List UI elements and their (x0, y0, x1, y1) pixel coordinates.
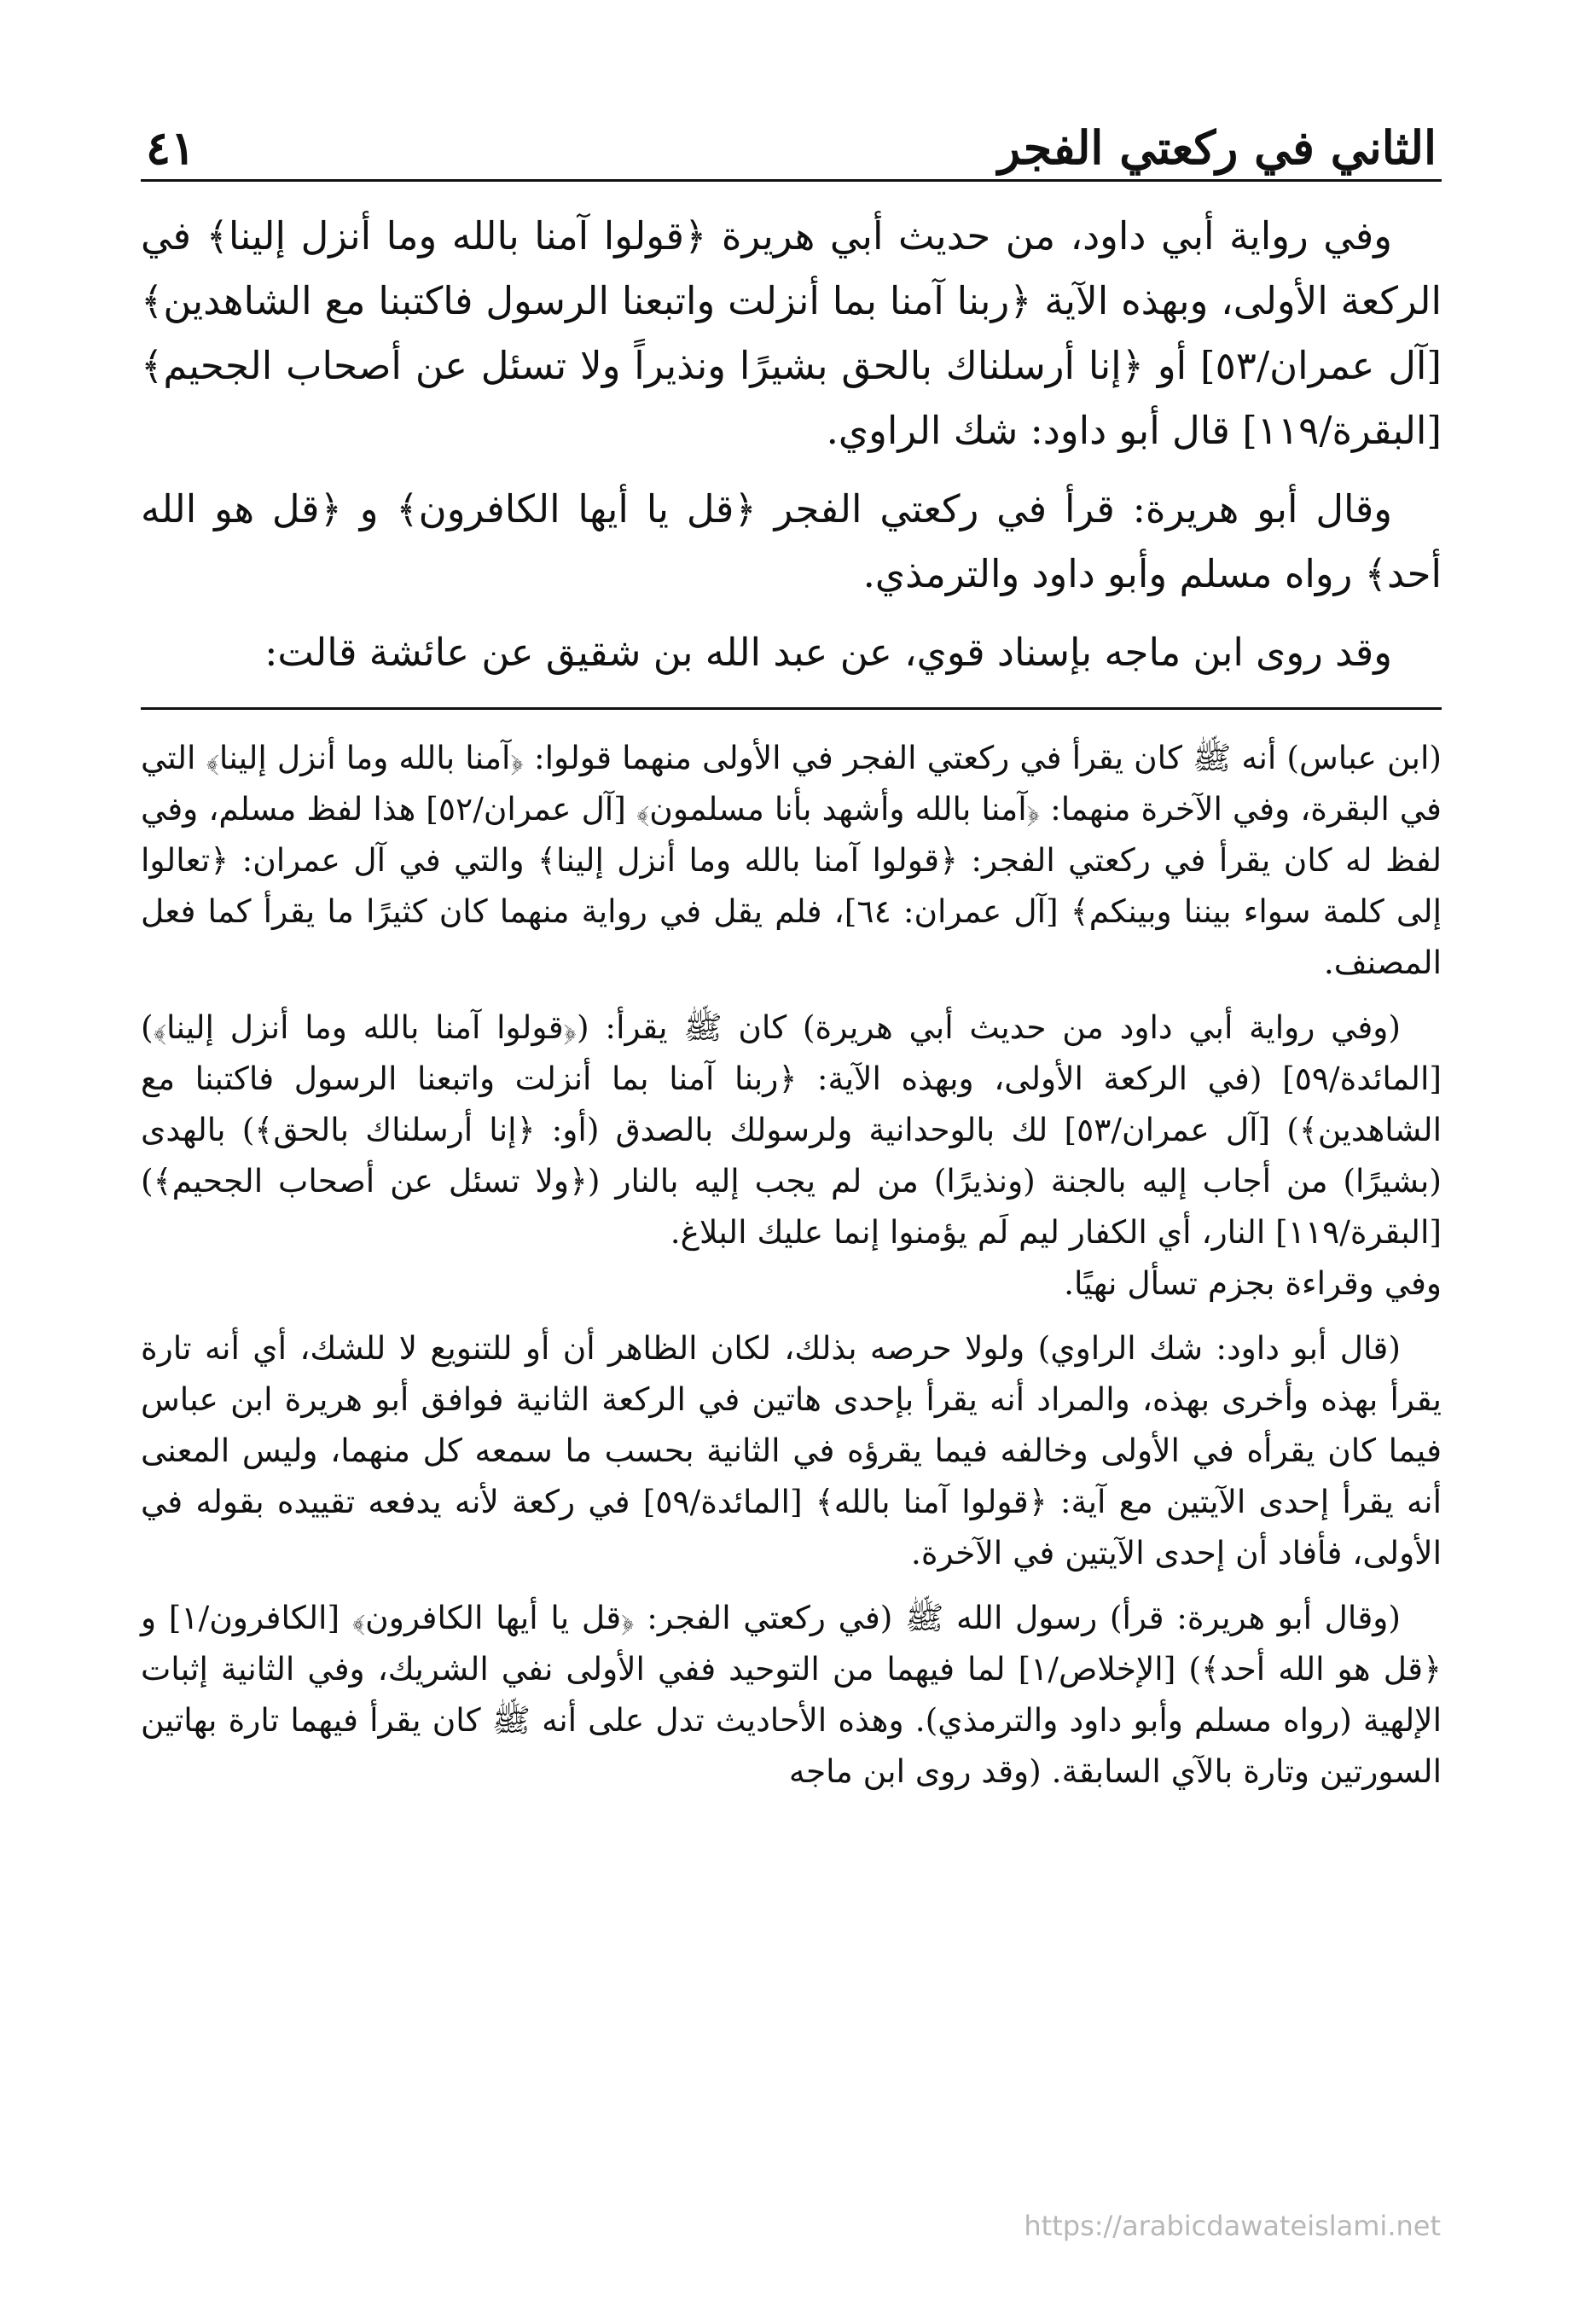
running-title: الثاني في ركعتي الفجر (997, 120, 1437, 175)
main-paragraph: وقد روى ابن ماجه بإسناد قوي، عن عبد الله بن شقيق عن عائشة قالت: (264, 630, 1392, 675)
commentary-paragraph: (وفي رواية أبي داود من حديث أبي هريرة) كان ﷺ يقرأ: (﴿قولوا آمنا بالله وما أنزل إلينا﴾) [المائدة/٥٩] (في الركعة الأولى، وبهذه الآية: ﴿ربنا آمنا بما أنزلت واتبعنا الرسول فاكتبنا مع الشاهدين﴾) [آل عمران/٥٣] لك بالوحدانية ولرسولك بالصدق (أو: ﴿إنا أرسلناك بالحق﴾) بالهدى (بشيرًا) من أجاب إليه بالجنة (ونذيرًا) من لم يجب إليه بالنار (﴿ولا تسئل عن أصحاب الجحيم﴾) [البقرة/١١٩] النار، أي الكفار ليم لَم يؤمنوا إنما عليك البلاغ. (141, 1008, 1442, 1251)
commentary (141, 732, 1442, 1797)
page-header (141, 94, 1442, 179)
main-paragraph: وفي رواية أبي داود، من حديث أبي هريرة ﴿قولوا آمنا بالله وما أنزل إلينا﴾ في الركعة الأولى، وبهذه الآية ﴿ربنا آمنا بما أنزلت واتبعنا الرسول فاكتبنا مع الشاهدين﴾ [آل عمران/٥٣] أو ﴿إنا أرسلناك بالحق بشيرًا ونذيراً ولا تسئل عن أصحاب الجحيم﴾ [البقرة/١١٩] قال أبو داود: شك الراوي. (141, 213, 1442, 453)
commentary-paragraph: (ابن عباس) أنه ﷺ كان يقرأ في ركعتي الفجر في الأولى منهما قولوا: ﴿آمنا بالله وما أنزل إلينا﴾ التي في البقرة، وفي الآخرة منهما: ﴿آمنا بالله وأشهد بأنا مسلمون﴾ [آل عمران/٥٢] هذا لفظ مسلم، وفي لفظ له كان يقرأ في ركعتي الفجر: ﴿قولوا آمنا بالله وما أنزل إلينا﴾ والتي في آل عمران: ﴿تعالوا إلى كلمة سواء بيننا وبينكم﴾ [آل عمران: ٦٤]، فلم يقل في رواية منهما كان كثيرًا ما يقرأ كما فعل المصنف. (141, 739, 1442, 981)
watermark-url: https://arabicdawateislami.net (1024, 2210, 1441, 2242)
commentary-paragraph: (قال أبو داود: شك الراوي) ولولا حرصه بذلك، لكان الظاهر أن أو للتنويع لا للشك، أي أنه تارة يقرأ بهذه وأخرى بهذه، والمراد أنه يقرأ بإحدى هاتين في الركعة الثانية فوافق أبو هريرة ابن عباس فيما كان يقرأه في الأولى وخالفه فيما يقرؤه في الثانية بحسب ما سمعه كل منهما، وليس المعنى أنه يقرأ إحدى الآيتين مع آية: ﴿قولوا آمنا بالله﴾ [المائدة/٥٩] في ركعة لأنه يدفعه تقييده بقوله في الأولى، فأفاد أن إحدى الآيتين في الآخرة. (141, 1329, 1442, 1572)
commentary-paragraph: وفي وقراءة بجزم تسأل نهيًا. (1064, 1264, 1442, 1302)
main-text (141, 204, 1442, 685)
commentary-paragraph: (وقال أبو هريرة: قرأ) رسول الله ﷺ (في ركعتي الفجر: ﴿قل يا أيها الكافرون﴾ [الكافرون/١] و ﴿قل هو الله أحد﴾) [الإخلاص/١] لما فيهما من التوحيد ففي الأولى نفي الشريك، وفي الثانية إثبات الإلهية (رواه مسلم وأبو داود والترمذي). وهذه الأحاديث تدل على أنه ﷺ كان يقرأ فيهما تارة بهاتين السورتين وتارة بالآي السابقة. (وقد روى ابن ماجه (141, 1599, 1442, 1790)
main-paragraph: وقال أبو هريرة: قرأ في ركعتي الفجر ﴿قل يا أيها الكافرون﴾ و ﴿قل هو الله أحد﴾ رواه مسلم وأبو داود والترمذي. (141, 486, 1442, 596)
footnote-separator (141, 707, 1442, 710)
book-page (141, 94, 1442, 1810)
page-number: ٤١ (146, 120, 196, 175)
header-rule (141, 179, 1442, 182)
